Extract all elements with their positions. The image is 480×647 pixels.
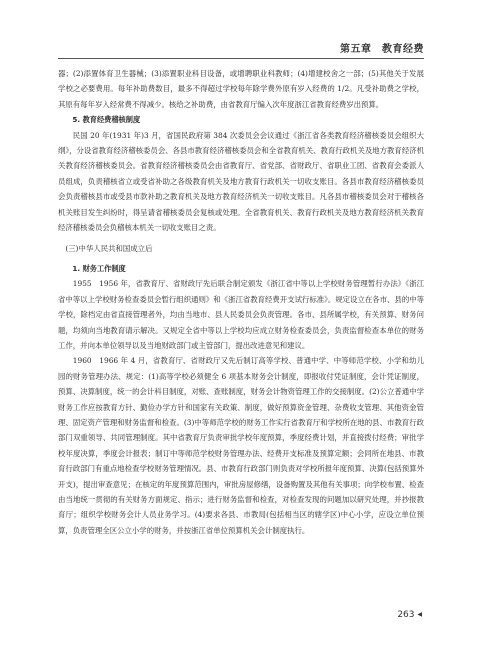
paragraph-audit-system: 民国 20 年(1931 年)3 月，省国民政府第 384 次委员会会议通过《浙江省各类教育经济稽核委员会组织大纲》，分设省教育经济稽核委员会、各县市教育经济稽核委员会和全省教育机关、教育行政机关及地方教育经济机关教育经济稽核委员会。省教育经济稽核委员会由省教育厅、省党部、省财政厅、省职业工团、省教育会委派人员组成，负责稽核省立或受省补助之各级教育机关及地方教育行政机关一切收支账目。各县市教育经济稽核委员会负责稽核县市或受县市款补助之教育机关及地方教育经济机关一切收支账目。凡各县市稽核委员会对于稽核各机关账目发生纠纷时，得呈请省稽核委员会复核或处理。全省教育机关、教育行政机关及地方教育经济机关教育经济稽核委员会负稽核本机关一切收支账目之责。 [58, 130, 424, 233]
subheading-audit-system: 5. 教育经费稽核制度 [72, 115, 141, 125]
paragraph-1955: 1955 1956 年，省教育厅、省财政厅先后联合制定颁发《浙江省中等以上学校财务管理暂行办法》《浙江省中等以上学校财务检查委员会暂行组织通则》和《浙江省教育经费开支试行标准》。规定设立在各市、县的中等学校，除档定由省直接管理者外，均由当地市、县人民委员会负责管理。各市、县所属学校，有关预算、财务问题，均须向当地教育请示解决。又规定全省中等以上学校均应成立财务检查委员会，负责监督检查本单位的财务工作，并向本单位领导以及当地财政部门或主管部门，提出改进意见和建议。 [58, 279, 424, 350]
paragraph-continuation: 器；(2)添置体育卫生器械；(3)添置职业科目设备，或增聘职业科教师；(4)增建校舍之一部；(5)其他关于发展学校之必要费用。每年补助费数目，最多不得超过学校每年除学费外原有岁入经费的 1/2。凡受补助费之学校，其原有每年岁入经常费不得减少。核给之补助费，由省教育厅编入次年度浙江省教育经费岁出预算。 [58, 69, 424, 109]
subheading-finance-system: 1. 财务工作制度 [72, 263, 126, 273]
page-footer [397, 610, 422, 620]
running-header: 第五章 教育经费 [340, 44, 424, 55]
header-rule [58, 58, 424, 59]
page-number: 263 [397, 610, 415, 620]
page-body [58, 66, 424, 538]
section-title-prc: (三)中华人民共和国成立后 [65, 244, 153, 254]
paragraph-1960: 1960 1966 年 4 月，省教育厅、省财政厅又先后制订高等学校、普通中学、中等师范学校、小学和幼儿园的财务管理办法、规定：(1)高等学校必须健全 6 项基本财务会计制度，即报收付凭证制度，会计凭证制度，预算、决算制度，统一的会计科目制度，对账、查账制度，财务会计物资管理工作的交接制度。(2)公立普通中学财务工作应按教育方针、勤俭办学方针和国家有关政策、制度，做好预算资金管理、杂费收支管理、其他资金管理、固定资产管理和财务监督和检查。(3)中等师范学校的财务工作实行省教育厅和学校所在地的县、市教育行政部门双重领导、共同管理制度。其中省教育厅负责审批学校年度预算，季度经费计划，并直接拨付经费；审批学校年度决算，季度会计报表；制订中等师范学校财务管理办法、经费开支标准及预算定额；会同所在地县、市教育行政部门有重点地检查学校财务管理情况。县、市教育行政部门则负责对学校所报年度预算、决算(包括预算外开支)，提出审查意见；在核定的年度预算范围内，审批房屋修缮，设备购置及其他有关事项；向学校布置、检查由当地统一贯彻的有关财务方面规定、指示；进行财务监督和检查，对检查发现的问题加以研究处理，并抄报教育厅；组织学校财务会计人员业务学习。(4)要求各县、市教局(包括相当区的辖学区)中心小学，应设立单位预算，负责管理全区公立小学的财务，并按浙江省单位预算机关会计制度执行。 [58, 356, 424, 535]
page-marker-icon: ◀ [417, 611, 422, 618]
